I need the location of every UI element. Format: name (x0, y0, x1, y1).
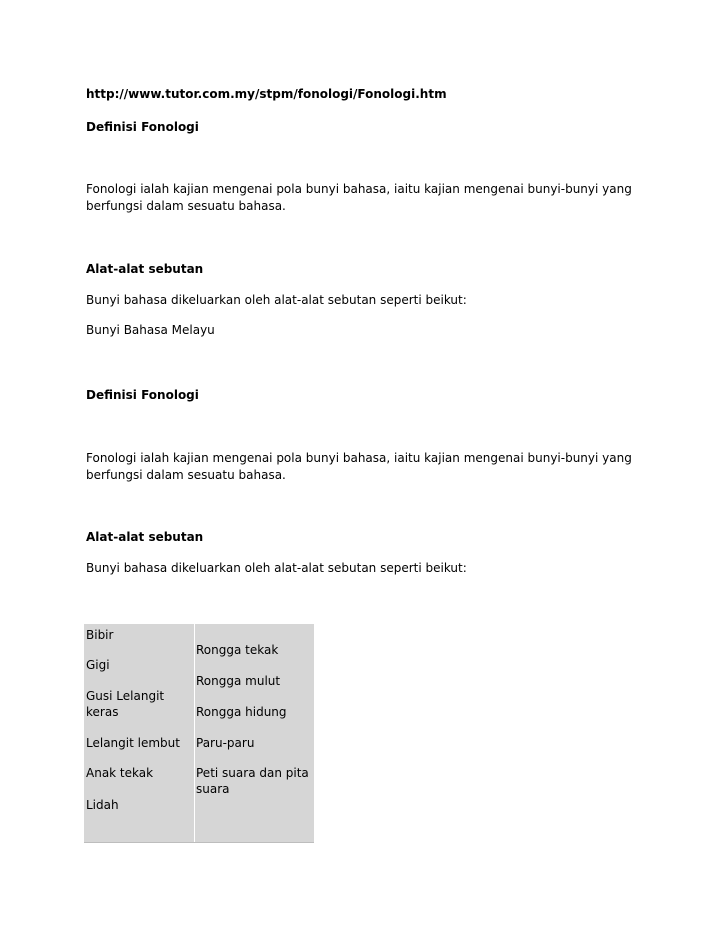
table-cell: Gigi (86, 658, 110, 672)
heading-alat-sebutan: Alat-alat sebutan (86, 262, 204, 276)
table-cell: Anak tekak (86, 766, 154, 780)
source-url[interactable]: http://www.tutor.com.my/stpm/fonologi/Fonologi.htm (86, 87, 447, 101)
table-cell: Rongga tekak (196, 643, 279, 657)
heading-alat-sebutan-2: Alat-alat sebutan (86, 530, 204, 544)
paragraph-definisi: Fonologi ialah kajian mengenai pola bunyi bahasa, iaitu kajian mengenai bunyi-bunyi yang berfungsi dalam sesuatu bahasa. (86, 182, 632, 213)
table-cell: Rongga hidung (196, 705, 287, 719)
table-cell: Gusi Lelangit keras (86, 689, 165, 719)
text-bunyi-bahasa-melayu: Bunyi Bahasa Melayu (86, 323, 215, 337)
table-cell: Paru-paru (196, 736, 255, 750)
table-cell: Rongga mulut (196, 674, 281, 688)
table-cell: Lelangit lembut (86, 736, 180, 750)
table-bottom-border (84, 842, 314, 843)
table-cell: Lidah (86, 798, 119, 812)
heading-definisi-fonologi-2: Definisi Fonologi (86, 388, 199, 402)
table-column-divider (194, 624, 195, 843)
paragraph-definisi-2: Fonologi ialah kajian mengenai pola bunyi bahasa, iaitu kajian mengenai bunyi-bunyi yang berfungsi dalam sesuatu bahasa. (86, 451, 632, 482)
text-bunyi-bahasa-2: Bunyi bahasa dikeluarkan oleh alat-alat sebutan seperti beikut: (86, 561, 467, 575)
table-cell: Bibir (86, 628, 114, 642)
alat-sebutan-table (84, 624, 314, 843)
heading-definisi-fonologi: Definisi Fonologi (86, 120, 199, 134)
table-cell: Peti suara dan pita suara (196, 766, 309, 796)
text-bunyi-bahasa: Bunyi bahasa dikeluarkan oleh alat-alat sebutan seperti beikut: (86, 293, 467, 307)
